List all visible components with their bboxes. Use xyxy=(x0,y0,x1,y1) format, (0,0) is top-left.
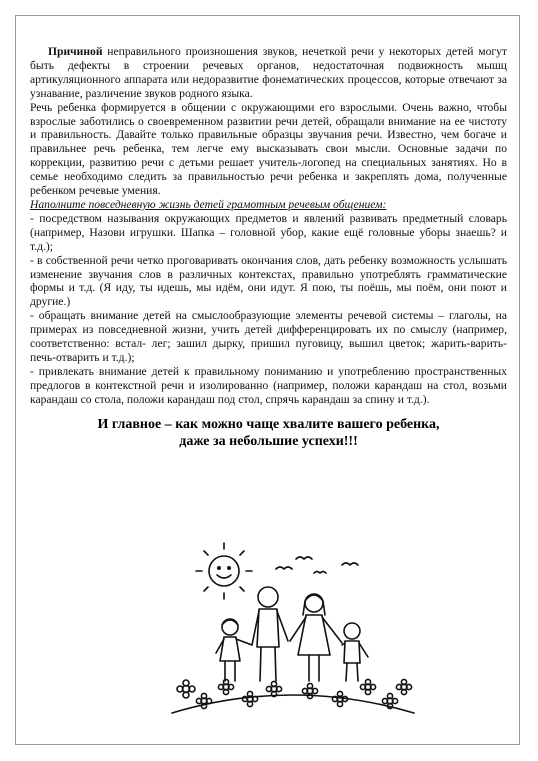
list-item: - привлекать внимание детей к правильному пониманию и употреблению пространственных предлогов в контекстной речи и изолированно (например, положи карандаш на стол, возьми карандаш со стола, положи карандаш под стол, спрячь карандаш за спину и т.д.). xyxy=(30,364,507,406)
family-icon xyxy=(216,587,368,681)
intro-lead-word: Причиной xyxy=(48,45,103,58)
paragraph-speech-formation: Речь ребенка формируется в общении с окружающими его взрослыми. Очень важно, чтобы взрослые заботились о своевременном развитии речи детей, обращали внимание на ее чистоту и правильность. Давайте только правильные образцы звучания речи. Известно, чем богаче и правильнее речь ребенка, тем легче ему высказывать свои мысли. Основные задачи по коррекции, развитию речи с детьми решает учитель-логопед на специальных занятиях. Но в семье необходимо следить за правильностью речи ребенка и закреплять дома, полученные ребенком речевые умения. xyxy=(30,100,507,198)
list-item: - обращать внимание детей на смыслообразующие элементы речевой системы – глаголы, на примерах из повседневной жизни, учить детей дифференцировать их по смыслу (например, соответственно: встал- лег; зашил дырку, пришил пуговицу, вышил цветок; жарить-варить-печь-отварить и т.д.); xyxy=(30,309,507,364)
intro-paragraph xyxy=(30,45,507,101)
birds-icon xyxy=(276,557,358,573)
closing-line-2: даже за небольшие успехи!!! xyxy=(179,433,358,449)
sun-icon xyxy=(196,543,252,599)
subheading: Наполните повседневную жизнь детей грамотным речевым общением: xyxy=(30,197,387,211)
intro-text: неправильного произношения звуков, нечеткой речи у некоторых детей могут быть дефекты в строении речевых органов, недостаточная подвижность мышц артикуляционного аппарата или недоразвитие фонематических процессов, которые отвечают за узнавание, различение звуков родного языка. xyxy=(30,45,507,100)
article-body xyxy=(30,45,507,450)
list-item: - посредством называния окружающих предметов и явлений развивать предметный словарь (например, Назови игрушки. Шапка – головной убор, какие ещё головные уборы знаешь? и т.д.); xyxy=(30,211,507,253)
closing-line-1: И главное – как можно чаще хвалите вашего ребенка, xyxy=(97,416,440,432)
family-sun-flowers-drawing xyxy=(164,529,419,729)
closing-message xyxy=(30,416,507,450)
document-page xyxy=(15,15,520,745)
list-item: - в собственной речи четко проговаривать окончания слов, дать ребенку возможность услышать изменение звучания слов в различных контекстах, правильно употреблять грамматические формы и т.д. (Я иду, ты идешь, мы идём, они идут. Я пою, ты поёшь, мы поём, они поют и другие.) xyxy=(30,253,507,309)
